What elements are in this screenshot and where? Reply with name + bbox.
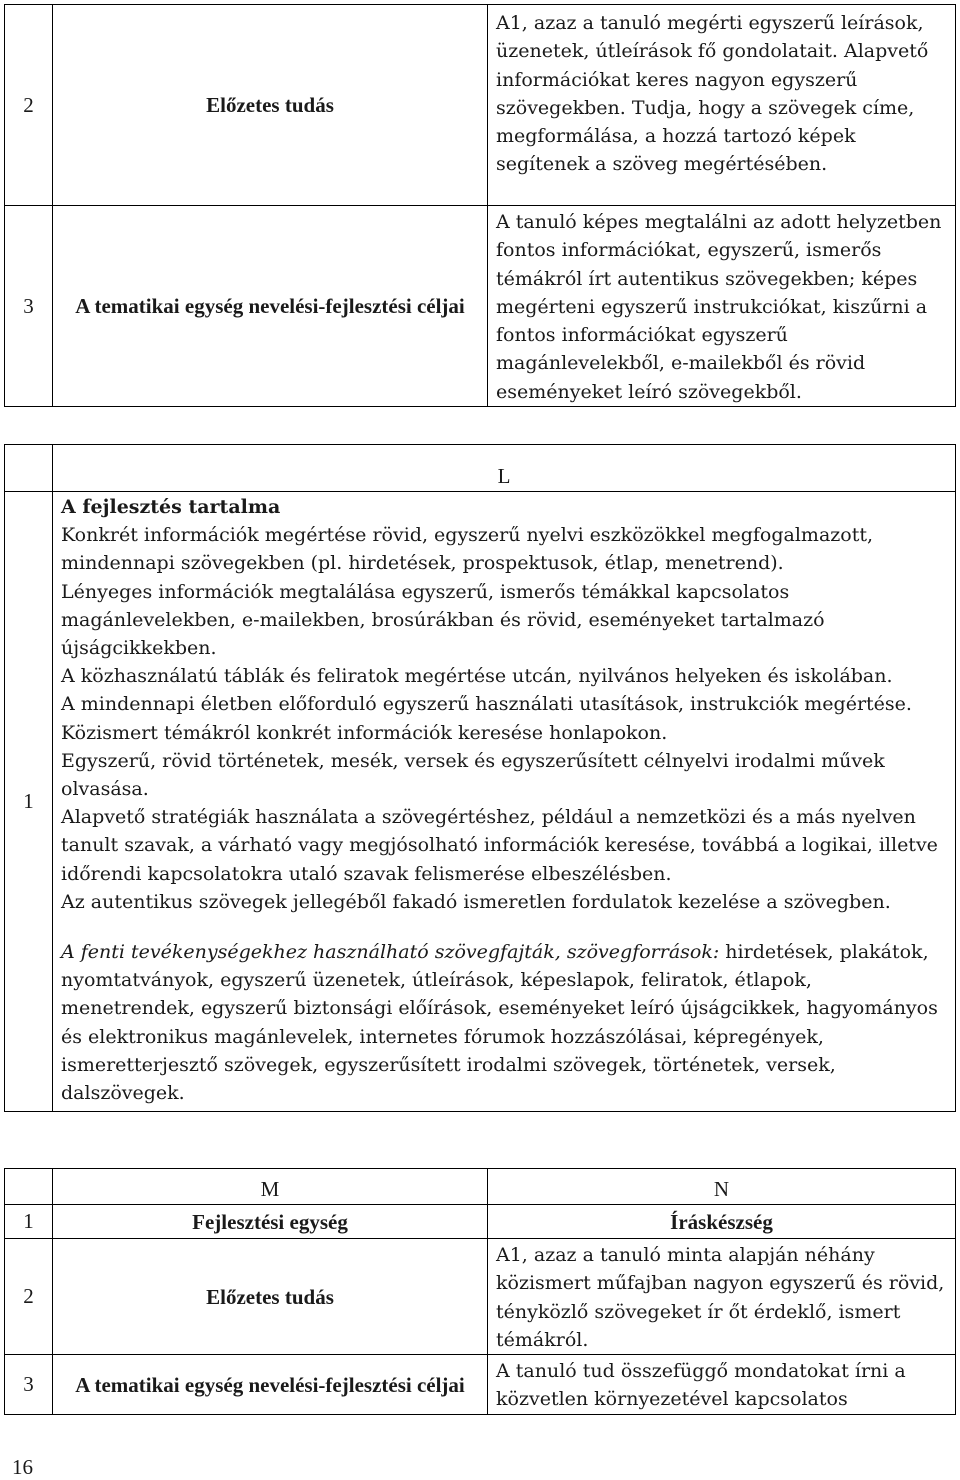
table-row (5, 1239, 956, 1355)
table-header-row (5, 445, 956, 492)
content-paragraph: Az autentikus szövegek jellegéből fakadó ismeretlen fordulatok kezelése a szövegben. (61, 890, 891, 913)
table-row (5, 1355, 956, 1415)
page-number: 16 (12, 1455, 33, 1479)
text-sources-paragraph (61, 938, 947, 1107)
row-number: 2 (5, 1239, 53, 1355)
row-label-goals: A tematikai egység nevelési-fejlesztési céljai (53, 1355, 488, 1415)
content-paragraph: Egyszerű, rövid történetek, mesék, versek és egyszerűsített célnyelvi irodalmi művek olvasása. (61, 749, 885, 801)
table-header-row (5, 1169, 956, 1205)
row-label-goals: A tematikai egység nevelési-fejlesztési céljai (53, 206, 488, 407)
row-number: 3 (5, 1355, 53, 1415)
table-row (5, 206, 956, 407)
row-number: 3 (5, 206, 53, 407)
content-paragraph: Konkrét információk megértése rövid, egyszerű nyelvi eszközökkel megfogalmazott, mindennapi szövegekben (pl. hirdetések, prospektusok, étlap, menetrend). (61, 524, 874, 575)
development-content-cell (53, 492, 956, 1112)
prior-knowledge-text: A1, azaz a tanuló megérti egyszerű leírások, üzenetek, útleírások fő gondolatait. Alapvető információkat keres nagyon egyszerű szövegekben. Tudja, hogy a szövegek címe, megformálása, a hozzá tartozó képek segítenek a szöveg megértésében. (488, 5, 956, 206)
row-number: 2 (5, 5, 53, 206)
development-unit-value: Íráskészség (488, 1205, 956, 1239)
content-paragraph: A mindennapi életben előforduló egyszerű használati utasítások, instrukciók megértése. (61, 693, 912, 716)
row-label-development-unit: Fejlesztési egység (53, 1205, 488, 1239)
table-writing-skills (4, 1168, 956, 1415)
row-label-prior-knowledge: Előzetes tudás (53, 1239, 488, 1355)
text-sources-list: hirdetések, plakátok, nyomtatványok, egyszerű üzenetek, útleírások, képeslapok, feliratok, étlapok, menetrendek, egyszerű biztonsági előírások, eseményeket leíró újságcikkek, hagyományos és elektronikus magánlevelek, internetes fórumok hozzászólásai, képregények, ismeretterjesztő szövegek, egyszerűsített irodalmi szövegek, történetek, versek, dalszövegek. (61, 941, 938, 1105)
table-row (5, 1205, 956, 1239)
prior-knowledge-text: A1, azaz a tanuló minta alapján néhány közismert műfajban nagyon egyszerű és rövid, tényközlő szövegeket ír őt érdeklő, ismert témákról. (488, 1239, 956, 1355)
table-row (5, 492, 956, 1112)
content-paragraph: A közhasználatú táblák és feliratok megértése utcán, nyilvános helyeken és iskolában. (61, 665, 893, 688)
column-header-l: L (53, 445, 956, 492)
text-sources-label: A fenti tevékenységekhez használható szövegfajták, szövegforrások: (61, 941, 720, 964)
column-header-m: M (53, 1169, 488, 1205)
goals-text: A tanuló képes megtalálni az adott helyzetben fontos információkat, egyszerű, ismerős témákról írt autentikus szövegekben; képes megérteni egyszerű instrukciókat, kiszűrni a fontos információkat egyszerű magánlevelekből, e-mailekből és rövid eseményeket leíró szövegekből. (488, 206, 956, 407)
table-row (5, 5, 956, 206)
table-development-content (4, 444, 956, 1112)
column-header-n: N (488, 1169, 956, 1205)
row-number: 1 (5, 1205, 53, 1239)
row-label-prior-knowledge: Előzetes tudás (53, 5, 488, 206)
content-paragraph: Lényeges információk megtalálása egyszerű, ismerős témákkal kapcsolatos magánlevelekben, e-mailekben, brosúrákban és rövid, eseményeket tartalmazó újságcikkekben. (61, 580, 825, 660)
table-goals-reading (4, 4, 956, 407)
section-heading: A fejlesztés tartalma (61, 496, 281, 518)
goals-text: A tanuló tud összefüggő mondatokat írni a közvetlen környezetével kapcsolatos (488, 1355, 956, 1415)
row-number: 1 (5, 492, 53, 1112)
content-paragraph: Közismert témákról konkrét információk keresése honlapokon. (61, 721, 668, 744)
content-paragraph: Alapvető stratégiák használata a szövegértéshez, például a nemzetközi és a más nyelven tanult szavak, a várható vagy megjósolható információk keresése, továbbá a logikai, illetve időrendi kapcsolatokra utaló szavak felismerése elbeszélésben. (61, 806, 938, 885)
